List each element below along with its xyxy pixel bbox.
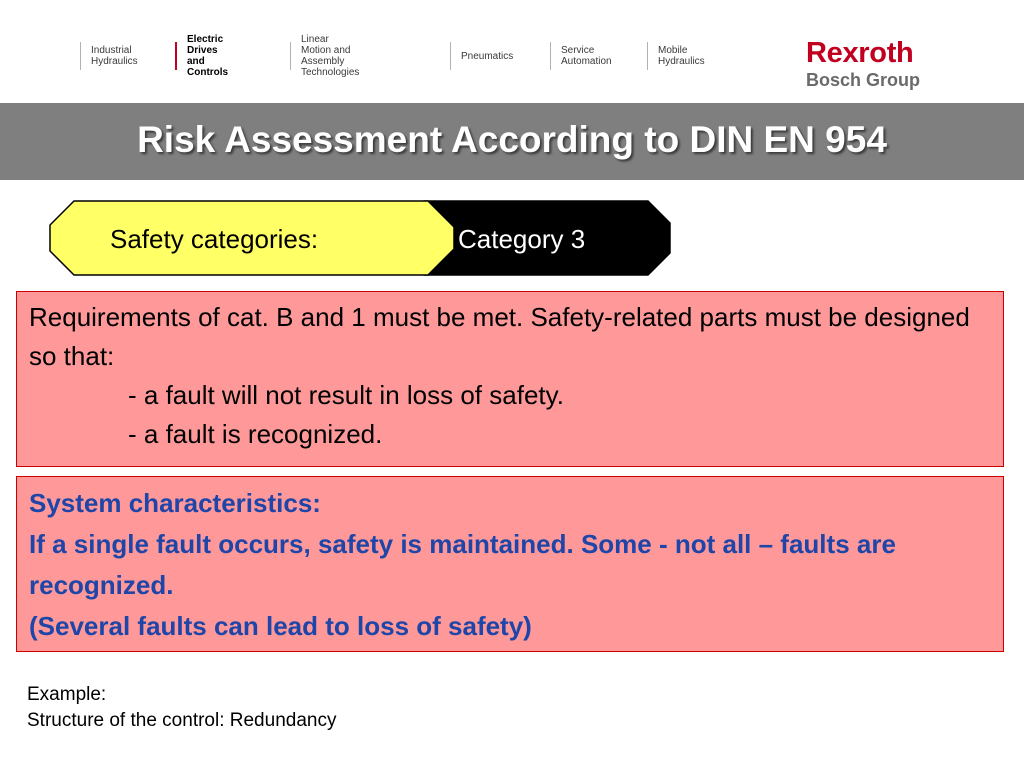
requirement-item: - a fault will not result in loss of safety. [128, 380, 564, 410]
logo-brand: Rexroth [806, 37, 914, 69]
nav-item-industrial-hydraulics: Industrial Hydraulics [80, 42, 138, 70]
requirements-intro: Requirements of cat. B and 1 must be met. Safety-related parts must be designed so that: [29, 302, 970, 371]
system-note: (Several faults can lead to loss of safety) [29, 611, 532, 641]
example-label: Example: [27, 684, 107, 705]
requirement-item: - a fault is recognized. [128, 419, 383, 449]
logo-group: Bosch Group [806, 70, 921, 90]
system-description: If a single fault occurs, safety is maintained. Some - not all – faults are recognized. [29, 529, 896, 600]
category-value: Category 3 [458, 224, 586, 254]
system-heading: System characteristics: [29, 488, 321, 518]
page-title: Risk Assessment According to DIN EN 954 [137, 118, 887, 160]
example-section [27, 682, 336, 734]
rexroth-logo [806, 38, 956, 91]
nav-item-pneumatics: Pneumatics [450, 42, 513, 70]
nav-item-linear-motion: Linear Motion and Assembly Technologies [290, 42, 359, 70]
nav-item-mobile-hydraulics: Mobile Hydraulics [647, 42, 705, 70]
system-characteristics-box [16, 476, 1004, 652]
requirements-box [16, 291, 1004, 467]
safety-categories-label: Safety categories: [110, 224, 319, 254]
example-text: Structure of the control: Redundancy [27, 710, 337, 731]
nav-item-electric-drives: Electric Drives and Controls [175, 42, 228, 70]
title-bar [0, 103, 1024, 180]
nav-item-service-automation: Service Automation [550, 42, 612, 70]
